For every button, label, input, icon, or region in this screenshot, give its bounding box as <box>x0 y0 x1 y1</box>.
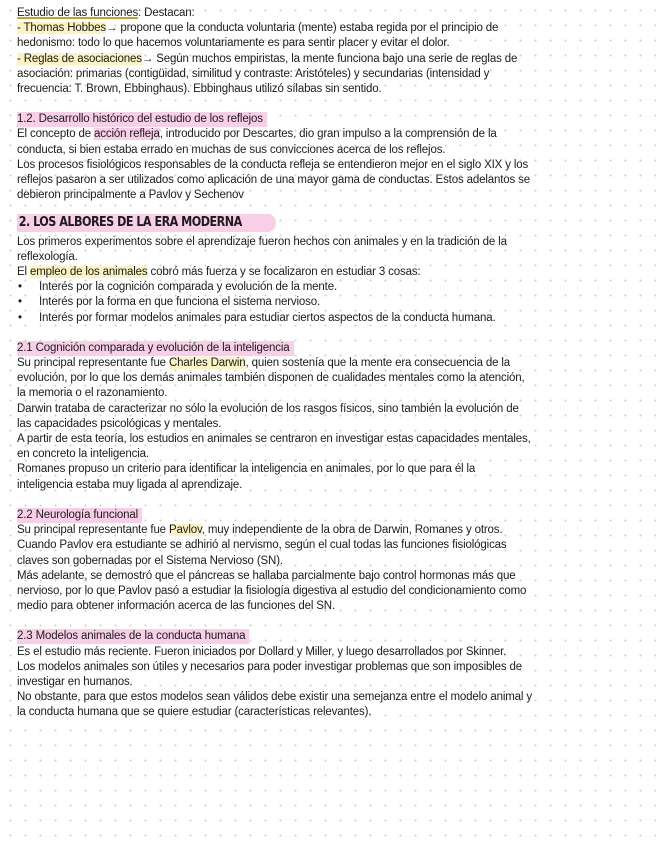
section-2-2 <box>17 508 644 614</box>
body-line: A partir de esta teoría, los estudios en animales se centraron en investigar estas capacidades mentales, <box>17 433 531 446</box>
body-line: El empleo de los animales cobró más fuerza y se focalizaron en estudiar 3 cosas: <box>17 266 421 279</box>
intro-block <box>17 6 644 97</box>
body-line: Darwin trataba de caracterizar no sólo la evolución de los rasgos físicos, sino también la evolución de <box>17 402 519 415</box>
interests-list <box>17 280 644 326</box>
body-line: Los primeros experimentos sobre el aprendizaje fueron hechos con animales y en la tradición de la <box>17 235 507 248</box>
body-line: inteligencia estaba muy ligada al aprendizaje. <box>17 478 243 491</box>
body-line: Los procesos fisiológicos responsables de la conducta refleja se entendieron mejor en el siglo XIX y los <box>17 158 529 171</box>
intro-line: frecuencia: T. Brown, Ebbinghaus). Ebbinghaus utilizó sílabas sin sentido. <box>17 83 382 96</box>
body-line: debieron principalmente a Pavlov y Sechenov <box>17 189 244 202</box>
list-item: • Interés por la cognición comparada y evolución de la mente. <box>17 280 644 295</box>
list-item: • Interés por formar modelos animales para estudiar ciertos aspectos de la conducta humana. <box>17 311 644 326</box>
hobbes-highlight: - Thomas Hobbes <box>17 22 106 35</box>
body-line: la conducta humana que se quiere estudiar (características relevantes). <box>17 706 372 719</box>
body-line: reflejos pasaron a ser utilizados como aplicación de una mayor gama de conductas. Estos adelantos se <box>17 174 531 187</box>
body-line: las capacidades psicológicas y mentales. <box>17 417 222 430</box>
body-line: claves son gobernadas por el Sistema Nervioso (SN). <box>17 554 283 567</box>
body-line: Su principal representante fue Charles Darwin, quien sostenía que la mente era consecuencia de la <box>17 357 511 370</box>
asociaciones-highlight: - Reglas de asociaciones <box>17 52 142 65</box>
intro-line: asociación: primarias (contigüidad, similitud y contraste: Aristóteles) y secundarias (intensidad y <box>17 67 490 80</box>
intro-line: hedonismo: todo lo que hacemos voluntariamente es para sentir placer y evitar el dolor. <box>17 37 450 50</box>
intro-line: - Thomas Hobbes→ propone que la conducta voluntaria (mente) estaba regida por el principio de <box>17 22 499 35</box>
body-line: Cuando Pavlov era estudiante se adhirió al nervismo, según el cual todas las funciones fisiológicas <box>17 539 507 552</box>
list-item: • Interés por la forma en que funciona el sistema nervioso. <box>17 295 644 310</box>
body-line: en concreto la inteligencia. <box>17 448 149 461</box>
intro-heading: Estudio de las funciones <box>17 7 139 19</box>
darwin-highlight: Charles Darwin <box>168 357 246 370</box>
body-line: evolución, por lo que los demás animales también disponen de cualidades mentales como la atención, <box>17 372 525 385</box>
intro-heading-line: Estudio de las funciones: Destacan: <box>17 7 195 19</box>
body-line: No obstante, para que estos modelos sean válidos debe existir una semejanza entre el modelo animal y <box>17 691 532 704</box>
pavlov-highlight: Pavlov <box>168 524 202 537</box>
section-2 <box>17 212 644 325</box>
body-line: medio para obtener información acerca de las funciones del SN. <box>17 600 335 613</box>
body-line: Es el estudio más reciente. Fueron iniciados por Dollard y Miller, y luego desarrollados por Skinner. <box>17 645 507 658</box>
body-line: nervioso, por lo que Pavlov pasó a estudiar la fisiología digestiva al estudio del condicionamiento como <box>17 584 527 597</box>
body-line: conducta, si bien estaba errado en muchas de sus convicciones acerca de los reflejos. <box>17 143 446 156</box>
body-line: Los modelos animales son útiles y necesarios para poder investigar problemas que son imposibles de <box>17 660 523 673</box>
section-2-title: 2. LOS ALBORES DE LA ERA MODERNA <box>17 214 276 231</box>
body-line: investigar en humanos. <box>17 675 133 688</box>
body-line: reflexología. <box>17 250 78 263</box>
section-2-1-title: 2.1 Cognición comparada y evolución de la inteligencia <box>17 341 294 356</box>
body-line: El concepto de acción refleja, introducido por Descartes, dio gran impulso a la comprensión de la <box>17 128 497 141</box>
section-2-1 <box>17 341 644 493</box>
body-line: Su principal representante fue Pavlov, muy independiente de la obra de Darwin, Romanes y otros. <box>17 524 503 537</box>
body-line: la memoria o el razonamiento. <box>17 387 168 400</box>
body-line: Más adelante, se demostró que el páncreas se hallaba parcialmente bajo control hormonas más que <box>17 569 516 582</box>
body-line: Romanes propuso un criterio para identificar la inteligencia en animales, por lo que para él la <box>17 463 476 476</box>
accion-refleja-highlight: acción refleja <box>94 128 160 141</box>
section-1-2-title: 1.2. Desarrollo histórico del estudio de los reflejos <box>17 112 267 127</box>
section-1-2 <box>17 112 644 203</box>
empleo-animales-highlight: empleo de los animales <box>29 266 148 279</box>
section-2-3-title: 2.3 Modelos animales de la conducta humana <box>17 629 249 644</box>
section-2-2-title: 2.2 Neurología funcional <box>17 508 142 523</box>
intro-line: - Reglas de asociaciones→ Según muchos empiristas, la mente funciona bajo una serie de reglas de <box>17 52 518 65</box>
section-2-3 <box>17 629 644 720</box>
